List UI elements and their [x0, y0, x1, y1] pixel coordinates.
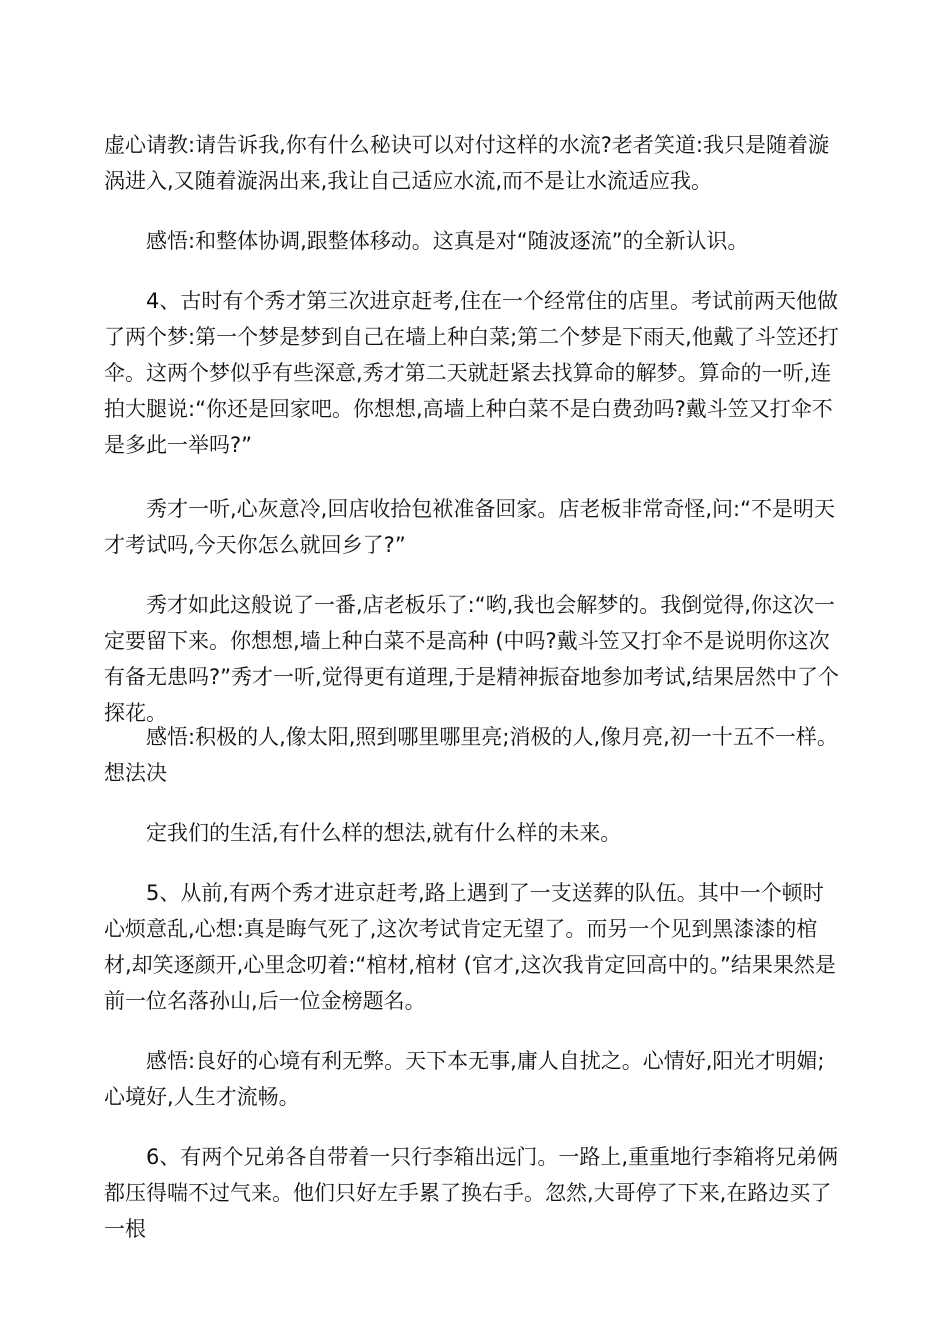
paragraph-story-4-b: 秀才一听,心灰意冷,回店收拾包袱准备回家。店老板非常奇怪,问:“不是明天才考试吗,今天你怎么就回乡了?”	[104, 497, 835, 557]
paragraph-story-4: 4、古时有个秀才第三次进京赶考,住在一个经常住的店里。考试前两天他做了两个梦:第一个梦是梦到自己在墙上种白菜;第二个梦是下雨天,他戴了斗笠还打伞。这两个梦似乎有些深意,秀才第二天就赶紧去找算命的解梦。算命的一听,连拍大腿说:“你还是回家吧。你想想,高墙上种白菜不是白费劲吗?戴斗笠又打伞不是多此一举吗?”	[104, 289, 839, 457]
paragraph-insight-2: 感悟:积极的人,像太阳,照到哪里哪里亮;消极的人,像月亮,初一十五不一样。想法决	[104, 725, 838, 785]
paragraph-story-4-c: 秀才如此这般说了一番,店老板乐了:“哟,我也会解梦的。我倒觉得,你这次一定要留下来。你想想,墙上种白菜不是高种 (中吗?戴斗笠又打伞不是说明你这次有备无患吗?”秀才一听,觉得更有道理,于是精神振奋地参加考试,结果居然中了个探花。	[104, 593, 840, 725]
paragraph-story-5: 5、从前,有两个秀才进京赶考,路上遇到了一支送葬的队伍。其中一个顿时心烦意乱,心想:真是晦气死了,这次考试肯定无望了。而另一个见到黑漆漆的棺材,却笑逐颜开,心里念叨着:“棺材,棺材 (官才,这次我肯定回高中的。”结果果然是前一位名落孙山,后一位金榜题名。	[104, 881, 836, 1013]
paragraph-insight-3: 感悟:良好的心境有利无弊。天下本无事,庸人自扰之。心情好,阳光才明媚;心境好,人生才流畅。	[104, 1049, 825, 1109]
paragraph-insight-1: 感悟:和整体协调,跟整体移动。这真是对“随波逐流”的全新认识。	[146, 229, 749, 253]
paragraph-story-6: 6、有两个兄弟各自带着一只行李箱出远门。一路上,重重地行李箱将兄弟俩都压得喘不过气来。他们只好左手累了换右手。忽然,大哥停了下来,在路边买了一根	[104, 1145, 839, 1241]
paragraph-insight-2-b: 定我们的生活,有什么样的想法,就有什么样的未来。	[146, 821, 622, 845]
paragraph-continuation: 虚心请教:请告诉我,你有什么秘诀可以对付这样的水流?老者笑道:我只是随着漩涡进入,又随着漩涡出来,我让自己适应水流,而不是让水流适应我。	[104, 133, 829, 193]
